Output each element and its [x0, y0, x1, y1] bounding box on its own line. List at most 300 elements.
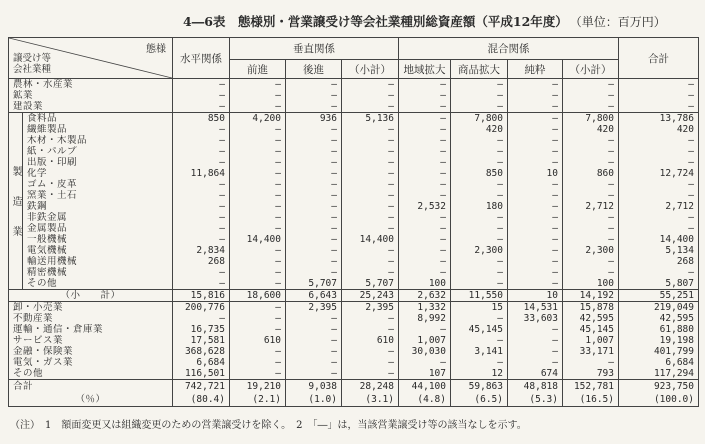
table-cell: 850 [173, 113, 230, 125]
table-cell: 1,007 [563, 335, 619, 346]
table-cell: ― [399, 223, 451, 234]
table-cell: 2,300 [563, 245, 619, 256]
table-row [9, 223, 699, 234]
table-row [9, 124, 699, 135]
table-cell: ― [451, 234, 508, 245]
table-row [9, 135, 699, 146]
table-cell: ― [399, 324, 451, 335]
corner-bottom-label [13, 53, 51, 75]
table-cell: ― [563, 256, 619, 267]
table-cell: 13,786 [619, 113, 699, 125]
table-cell: ― [230, 357, 286, 368]
table-cell: ― [451, 146, 508, 157]
table-cell: ― [173, 157, 230, 168]
row-label: 鉱業 [9, 90, 173, 101]
table-cell: 2,300 [451, 245, 508, 256]
table-cell: 12,724 [619, 168, 699, 179]
table-cell: (2.1) [230, 393, 286, 407]
table-cell: 6,684 [173, 357, 230, 368]
table-row [9, 380, 699, 394]
table-cell: (100.0) [619, 393, 699, 407]
header-subtotal-conglomerate: （小計） [563, 60, 619, 79]
table-cell: ― [619, 157, 699, 168]
table-cell: 19,210 [230, 380, 286, 394]
table-cell: ― [508, 324, 563, 335]
header-vertical: 垂直関係 [230, 38, 399, 60]
header-horizontal: 水平関係 [173, 38, 230, 79]
table-cell: ― [286, 335, 342, 346]
table-cell: (1.0) [286, 393, 342, 407]
table-cell: ― [230, 302, 286, 314]
row-label: 精密機械 [23, 267, 173, 278]
table-cell: ― [563, 179, 619, 190]
row-label: 鉄鋼 [23, 201, 173, 212]
table-cell: ― [508, 245, 563, 256]
table-cell: ― [286, 324, 342, 335]
table-cell: ― [563, 357, 619, 368]
row-label: 不動産業 [9, 313, 173, 324]
table-cell: ― [286, 234, 342, 245]
table-cell: ― [563, 157, 619, 168]
table-cell: ― [342, 324, 399, 335]
table-cell: 2,632 [399, 290, 451, 302]
header-product-expansion: 商品拡大 [451, 60, 508, 79]
table-row [9, 357, 699, 368]
table-cell: 15,878 [563, 302, 619, 314]
table-cell: ― [619, 79, 699, 91]
table-cell: ― [342, 101, 399, 113]
table-cell: 107 [399, 368, 451, 380]
table-cell: 268 [619, 256, 699, 267]
table-cell: ― [399, 101, 451, 113]
table-cell: ― [508, 190, 563, 201]
table-cell: ― [451, 278, 508, 290]
table-cell: ― [508, 278, 563, 290]
table-cell: ― [508, 146, 563, 157]
table-cell: ― [342, 90, 399, 101]
table-cell: ― [342, 157, 399, 168]
unit-label: （単位：百万円） [575, 15, 666, 29]
table-cell: 1,332 [399, 302, 451, 314]
row-label: 輸送用機械 [23, 256, 173, 267]
table-cell: ― [451, 357, 508, 368]
table-cell: 42,595 [619, 313, 699, 324]
table-row [9, 267, 699, 278]
table-cell: ― [342, 357, 399, 368]
table-row [9, 324, 699, 335]
table-cell: ― [342, 212, 399, 223]
table-cell: ― [399, 267, 451, 278]
table-cell: ― [286, 179, 342, 190]
table-row [9, 157, 699, 168]
table-cell: ― [508, 357, 563, 368]
row-label: 運輸・通信・倉庫業 [9, 324, 173, 335]
table-cell: 420 [563, 124, 619, 135]
table-row [9, 101, 699, 113]
table-row [9, 212, 699, 223]
table-cell: ― [286, 368, 342, 380]
table-cell: ― [451, 212, 508, 223]
table-cell: 10 [508, 168, 563, 179]
row-label: ゴム・皮革 [23, 179, 173, 190]
table-cell: ― [619, 212, 699, 223]
row-label: （小 計） [9, 290, 173, 302]
table-cell: ― [286, 90, 342, 101]
header-forward: 前進 [230, 60, 286, 79]
table-cell: 14,400 [230, 234, 286, 245]
table-row [9, 278, 699, 290]
table-cell: (4.8) [399, 393, 451, 407]
table-cell: ― [451, 190, 508, 201]
table-cell: ― [451, 267, 508, 278]
table-cell: 7,800 [563, 113, 619, 125]
table-cell: ― [399, 212, 451, 223]
table-cell: 19,198 [619, 335, 699, 346]
table-cell: ― [508, 101, 563, 113]
corner-bottom-line2: 会社業種 [13, 64, 52, 75]
table-cell: ― [230, 168, 286, 179]
table-cell: ― [619, 146, 699, 157]
table-row [9, 256, 699, 267]
table-cell: 116,501 [173, 368, 230, 380]
table-cell: ― [399, 113, 451, 125]
table-cell: 11,550 [451, 290, 508, 302]
header-backward: 後進 [286, 60, 342, 79]
table-cell: ― [342, 346, 399, 357]
row-label: その他 [9, 368, 173, 380]
row-label: 窯業・土石 [23, 190, 173, 201]
table-cell: 45,145 [451, 324, 508, 335]
group-label-manufacturing: 製 造 業 [9, 113, 23, 290]
table-cell: ― [342, 368, 399, 380]
table-row [9, 335, 699, 346]
corner-bottom-line1: 譲受け等 [13, 53, 52, 64]
table-cell: ― [451, 135, 508, 146]
table-cell: ― [619, 179, 699, 190]
table-cell: 610 [230, 335, 286, 346]
table-cell: ― [451, 157, 508, 168]
table-cell: ― [173, 267, 230, 278]
table-cell: ― [342, 135, 399, 146]
header-total: 合計 [619, 38, 699, 79]
table-row [9, 113, 699, 125]
table-cell: ― [230, 101, 286, 113]
table-cell: ― [342, 79, 399, 91]
table-cell: 923,750 [619, 380, 699, 394]
table-cell: ― [508, 124, 563, 135]
table-cell: ― [286, 79, 342, 91]
table-title [183, 12, 683, 30]
table-cell: 10 [508, 290, 563, 302]
table-cell: 100 [399, 278, 451, 290]
table-cell: ― [508, 135, 563, 146]
table-row [9, 245, 699, 256]
table-cell: ― [619, 101, 699, 113]
table-cell: ― [230, 278, 286, 290]
table-cell: ― [230, 245, 286, 256]
table-cell: ― [451, 256, 508, 267]
table-cell: ― [508, 179, 563, 190]
table-cell: ― [173, 190, 230, 201]
row-label: 金属製品 [23, 223, 173, 234]
table-cell: 4,200 [230, 113, 286, 125]
table-row [9, 190, 699, 201]
table-cell: ― [286, 313, 342, 324]
table-cell: 55,251 [619, 290, 699, 302]
table-cell: ― [399, 79, 451, 91]
table-body [9, 79, 699, 407]
table-cell: ― [173, 90, 230, 101]
row-label: 合計 [9, 380, 173, 394]
table-cell: 368,628 [173, 346, 230, 357]
table-cell: 200,776 [173, 302, 230, 314]
table-cell: 5,707 [286, 278, 342, 290]
table-cell: (16.5) [563, 393, 619, 407]
table-cell: ― [230, 124, 286, 135]
row-label: 紙・パルプ [23, 146, 173, 157]
table-cell: 6,684 [619, 357, 699, 368]
table-cell: ― [286, 256, 342, 267]
table-cell: ― [173, 79, 230, 91]
table-cell: ― [342, 245, 399, 256]
table-row [9, 168, 699, 179]
row-label: 食料品 [23, 113, 173, 125]
row-label: 農林・水産業 [9, 79, 173, 91]
table-cell: ― [399, 157, 451, 168]
table-cell: ― [173, 201, 230, 212]
table-cell: ― [619, 135, 699, 146]
table-cell: ― [563, 101, 619, 113]
table-cell: ― [230, 368, 286, 380]
table-cell: ― [173, 223, 230, 234]
table-cell: ― [342, 168, 399, 179]
table-cell: ― [286, 190, 342, 201]
table-cell: 674 [508, 368, 563, 380]
table-row [9, 146, 699, 157]
table-cell: ― [230, 324, 286, 335]
table-cell: ― [619, 267, 699, 278]
table-cell: ― [563, 267, 619, 278]
table-cell: 742,721 [173, 380, 230, 394]
table-cell: 2,532 [399, 201, 451, 212]
row-label: 卸・小売業 [9, 302, 173, 314]
table-cell: 42,595 [563, 313, 619, 324]
table-cell: ― [508, 201, 563, 212]
table-cell: ― [619, 223, 699, 234]
table-cell: ― [508, 223, 563, 234]
table-cell: ― [230, 135, 286, 146]
table-cell: 1,007 [399, 335, 451, 346]
table-cell: 5,707 [342, 278, 399, 290]
table-cell: ― [342, 313, 399, 324]
table-row [9, 234, 699, 245]
table-cell: 6,643 [286, 290, 342, 302]
table-row [9, 201, 699, 212]
table-cell: ― [286, 124, 342, 135]
table-cell: ― [286, 245, 342, 256]
table-cell: ― [508, 79, 563, 91]
table-cell: ― [563, 79, 619, 91]
table-cell: ― [230, 146, 286, 157]
row-label: （％） [9, 393, 173, 407]
table-cell: ― [508, 335, 563, 346]
table-row [9, 368, 699, 380]
table-cell: 2,395 [342, 302, 399, 314]
table-cell: 936 [286, 113, 342, 125]
table-cell: 3,141 [451, 346, 508, 357]
table-cell: ― [399, 234, 451, 245]
table-cell: 14,531 [508, 302, 563, 314]
row-label: 金融・保険業 [9, 346, 173, 357]
table-cell: ― [173, 101, 230, 113]
header-pure: 純粋 [508, 60, 563, 79]
table-cell: 5,134 [619, 245, 699, 256]
table-cell: ― [508, 234, 563, 245]
table-row [9, 290, 699, 302]
table-row [9, 313, 699, 324]
table-cell: 33,171 [563, 346, 619, 357]
table-cell: 45,145 [563, 324, 619, 335]
table-cell: ― [342, 146, 399, 157]
table-cell: ― [230, 179, 286, 190]
table-cell: 2,395 [286, 302, 342, 314]
table-cell: ― [619, 190, 699, 201]
table-cell: ― [286, 157, 342, 168]
header-area-expansion: 地域拡大 [399, 60, 451, 79]
table-cell: ― [230, 212, 286, 223]
table-cell: 420 [619, 124, 699, 135]
title-text: 4―6表 態様別・営業譲受け等会社業種別総資産額（平成12年度） [183, 14, 568, 29]
table-cell: (5.3) [508, 393, 563, 407]
table-cell: ― [451, 335, 508, 346]
table-cell: ― [230, 79, 286, 91]
table-cell: ― [451, 179, 508, 190]
table-cell: 860 [563, 168, 619, 179]
table-cell: ― [508, 113, 563, 125]
table-cell: 15 [451, 302, 508, 314]
footnote: （注） 1 額面変更又は組織変更のための営業譲受けを除く。 2 「―」は，当該営業譲受け等の該当なしを示す。 [10, 420, 527, 431]
table-cell: ― [508, 346, 563, 357]
row-label: 繊維製品 [23, 124, 173, 135]
asset-table [8, 37, 699, 407]
row-label: 化学 [23, 168, 173, 179]
table-cell: ― [286, 346, 342, 357]
table-cell: 16,735 [173, 324, 230, 335]
table-cell: ― [173, 135, 230, 146]
table-cell: ― [563, 90, 619, 101]
table-cell: 11,864 [173, 168, 230, 179]
table-cell: 14,192 [563, 290, 619, 302]
row-label: 出版・印刷 [23, 157, 173, 168]
table-cell: ― [173, 146, 230, 157]
table-cell: 850 [451, 168, 508, 179]
table-cell: ― [451, 313, 508, 324]
table-cell: 100 [563, 278, 619, 290]
table-cell: ― [399, 179, 451, 190]
row-label: 電気機械 [23, 245, 173, 256]
table-cell: ― [173, 179, 230, 190]
table-cell: 152,781 [563, 380, 619, 394]
table-cell: ― [399, 245, 451, 256]
table-cell: ― [342, 256, 399, 267]
table-cell: ― [286, 267, 342, 278]
table-cell: ― [230, 201, 286, 212]
table-cell: 12 [451, 368, 508, 380]
table-cell: ― [342, 190, 399, 201]
table-cell: ― [342, 179, 399, 190]
table-cell: ― [563, 223, 619, 234]
header-conglomerate: 混合関係 [399, 38, 619, 60]
table-cell: ― [286, 135, 342, 146]
table-cell: 15,816 [173, 290, 230, 302]
table-row [9, 90, 699, 101]
table-cell: ― [230, 223, 286, 234]
row-label: その他 [23, 278, 173, 290]
corner-header [9, 38, 173, 79]
table-cell: ― [286, 357, 342, 368]
row-label: 一般機械 [23, 234, 173, 245]
row-label: 電気・ガス業 [9, 357, 173, 368]
table-cell: ― [399, 135, 451, 146]
table-cell: ― [230, 157, 286, 168]
corner-top-label: 態様 [146, 44, 166, 55]
table-cell: 219,049 [619, 302, 699, 314]
header-subtotal-vertical: （小計） [342, 60, 399, 79]
table-cell: ― [619, 90, 699, 101]
table-cell: ― [286, 146, 342, 157]
table-cell: ― [399, 90, 451, 101]
table-cell: ― [286, 212, 342, 223]
table-header [9, 38, 699, 79]
table-cell: ― [230, 267, 286, 278]
table-cell: 44,100 [399, 380, 451, 394]
table-cell: 59,863 [451, 380, 508, 394]
table-cell: ― [451, 90, 508, 101]
table-cell: ― [286, 168, 342, 179]
table-cell: 420 [451, 124, 508, 135]
table-cell: ― [451, 101, 508, 113]
table-cell: ― [563, 135, 619, 146]
table-cell: ― [173, 278, 230, 290]
table-row [9, 346, 699, 357]
row-label: 非鉄金属 [23, 212, 173, 223]
table-cell: ― [173, 124, 230, 135]
table-cell: ― [399, 190, 451, 201]
table-cell: ― [286, 201, 342, 212]
table-cell: ― [563, 190, 619, 201]
table-cell: 25,243 [342, 290, 399, 302]
table-cell: 5,136 [342, 113, 399, 125]
table-cell: ― [286, 101, 342, 113]
table-cell: ― [342, 201, 399, 212]
table-cell: ― [563, 212, 619, 223]
table-cell: 401,799 [619, 346, 699, 357]
table-cell: ― [399, 146, 451, 157]
table-row [9, 393, 699, 407]
table-cell: ― [563, 146, 619, 157]
table-cell: 2,712 [563, 201, 619, 212]
table-cell: ― [230, 346, 286, 357]
table-cell: ― [563, 234, 619, 245]
table-cell: 268 [173, 256, 230, 267]
table-cell: ― [230, 90, 286, 101]
table-cell: ― [342, 223, 399, 234]
table-cell: ― [230, 256, 286, 267]
table-cell: ― [399, 124, 451, 135]
table-cell: 33,603 [508, 313, 563, 324]
row-label: 建設業 [9, 101, 173, 113]
table-cell: ― [173, 234, 230, 245]
